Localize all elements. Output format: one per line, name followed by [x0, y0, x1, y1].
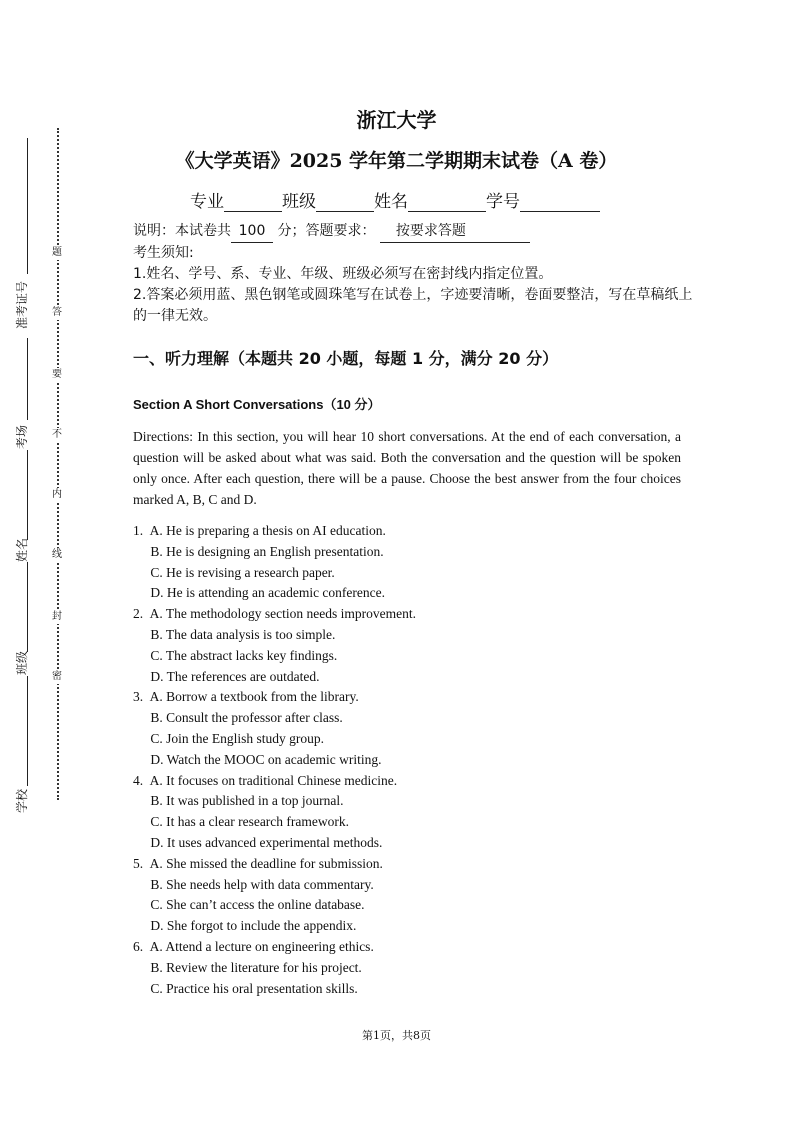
major-blank[interactable]: [224, 193, 282, 212]
option-line: [133, 646, 693, 667]
binding-label-exam-number: 准考证号: [15, 280, 29, 329]
binding-line-class: [27, 562, 28, 652]
option-b: B. The data analysis is too simple.: [150, 626, 336, 642]
binding-label-class: 班级: [15, 651, 29, 676]
score-line: [133, 221, 693, 243]
score-suffix: 分；答题要求：: [277, 223, 376, 239]
option-d: D. He is attending an academic conference.: [150, 585, 386, 601]
option-line: [133, 791, 693, 812]
option-line: [133, 937, 693, 958]
question-item: [133, 604, 693, 687]
option-line: [133, 812, 693, 833]
seal-char: 题: [49, 246, 65, 260]
student-info-row: [190, 187, 600, 212]
section-a-heading: Section A Short Conversations（10 分）: [133, 397, 381, 412]
question-item: [133, 771, 693, 854]
option-line: [133, 687, 693, 708]
option-b: B. Consult the professor after class.: [150, 710, 343, 726]
notice-title: 考生须知:: [133, 245, 194, 261]
exam-instructions: [133, 221, 693, 327]
page-footer: 第1页，共8页: [362, 1029, 431, 1042]
option-b: B. It was published in a top journal.: [150, 793, 344, 809]
option-line: [133, 667, 693, 688]
option-b: B. He is designing an English presentation.: [150, 543, 384, 559]
class-blank[interactable]: [316, 193, 374, 212]
seal-char: 要: [49, 368, 65, 382]
student-id-blank[interactable]: [520, 193, 600, 212]
option-a: A. Attend a lecture on engineering ethics.: [149, 938, 374, 954]
option-b: B. She needs help with data commentary.: [150, 876, 374, 892]
seal-char: 封: [49, 610, 65, 624]
option-line: [133, 771, 693, 792]
question-number: 3.: [133, 689, 144, 705]
question-number: 4.: [133, 772, 144, 788]
question-list: [133, 521, 693, 999]
field-label-student-id: 学号: [486, 192, 520, 212]
option-line: [133, 542, 693, 563]
option-line: [133, 708, 693, 729]
option-c: C. Join the English study group.: [150, 730, 325, 746]
option-a: A. The methodology section needs improvement.: [149, 606, 416, 622]
field-label-major: 专业: [190, 192, 224, 212]
question-item: [133, 937, 693, 999]
question-number: 6.: [133, 938, 144, 954]
field-label-name: 姓名: [374, 192, 408, 212]
seal-char: 线: [49, 548, 65, 562]
field-label-class: 班级: [282, 192, 316, 212]
notice-item-1: 1.姓名、学号、系、专业、年级、班级必须写在密封线内指定位置。: [133, 266, 553, 282]
question-number: 1.: [133, 523, 144, 538]
exam-title: 《大学英语》2025 学年第二学期期末试卷（A 卷）: [175, 150, 618, 172]
option-d: D. It uses advanced experimental methods.: [150, 834, 383, 850]
binding-line-name: [27, 450, 28, 540]
name-blank[interactable]: [408, 193, 486, 212]
option-a: A. He is preparing a thesis on AI education.: [149, 523, 386, 538]
binding-line-school: [27, 676, 28, 786]
part-1-heading: 一、听力理解（本题共 20 小题，每题 1 分，满分 20 分）: [133, 349, 559, 368]
option-line: [133, 625, 693, 646]
directions-paragraph: Directions: In this section, you will hear 10 short conversations. At the end of each conversation, a question will be asked about what was said. Both the conversation and the question will be spoken only once. After each question, there will be a pause. Choose the best answer from the four choices marked A, B, C and D.: [133, 429, 681, 507]
score-prefix: 说明：本试卷共: [133, 223, 231, 239]
option-c: C. It has a clear research framework.: [150, 814, 350, 830]
seal-char: 内: [49, 488, 65, 502]
question-item: [133, 521, 693, 604]
option-line: [133, 854, 693, 875]
binding-label-exam-room: 考场: [15, 425, 29, 450]
binding-label-name: 姓名: [15, 538, 29, 563]
option-line: [133, 750, 693, 771]
option-d: D. The references are outdated.: [150, 668, 320, 684]
notice-item-2: 2.答案必须用蓝、黑色钢笔或圆珠笔写在试卷上，字迹要清晰，卷面要整洁，写在草稿纸上的一律无效。: [133, 287, 693, 324]
option-c: C. He is revising a research paper.: [150, 564, 335, 580]
option-a: A. She missed the deadline for submission.: [149, 855, 383, 871]
option-line: [133, 729, 693, 750]
option-line: [133, 521, 693, 542]
answer-requirement: 按要求答题: [380, 221, 530, 243]
question-item: [133, 687, 693, 770]
option-c: C. The abstract lacks key findings.: [150, 647, 338, 663]
binding-label-school: 学校: [15, 789, 29, 814]
option-line: [133, 563, 693, 584]
option-line: [133, 583, 693, 604]
option-d: D. She forgot to include the appendix.: [150, 918, 357, 934]
question-number: 5.: [133, 855, 144, 871]
question-item: [133, 854, 693, 937]
seal-dotted-line: [57, 128, 59, 800]
option-d: D. Watch the MOOC on academic writing.: [150, 751, 382, 767]
seal-char: 不: [49, 428, 65, 442]
seal-char: 密: [49, 670, 65, 684]
total-score: 100: [231, 221, 273, 243]
option-b: B. Review the literature for his project.: [150, 959, 362, 975]
question-number: 2.: [133, 606, 144, 622]
seal-char: 答: [49, 306, 65, 320]
option-c: C. Practice his oral presentation skills.: [150, 980, 358, 996]
option-line: [133, 958, 693, 979]
option-a: A. Borrow a textbook from the library.: [149, 689, 359, 705]
binding-line-exam-room: [27, 338, 28, 420]
option-line: [133, 833, 693, 854]
option-a: A. It focuses on traditional Chinese medicine.: [149, 772, 398, 788]
option-line: [133, 895, 693, 916]
option-line: [133, 916, 693, 937]
option-c: C. She can’t access the online database.: [150, 897, 365, 913]
option-line: [133, 875, 693, 896]
option-line: [133, 604, 693, 625]
option-line: [133, 979, 693, 1000]
university-title: 浙江大学: [356, 108, 437, 132]
